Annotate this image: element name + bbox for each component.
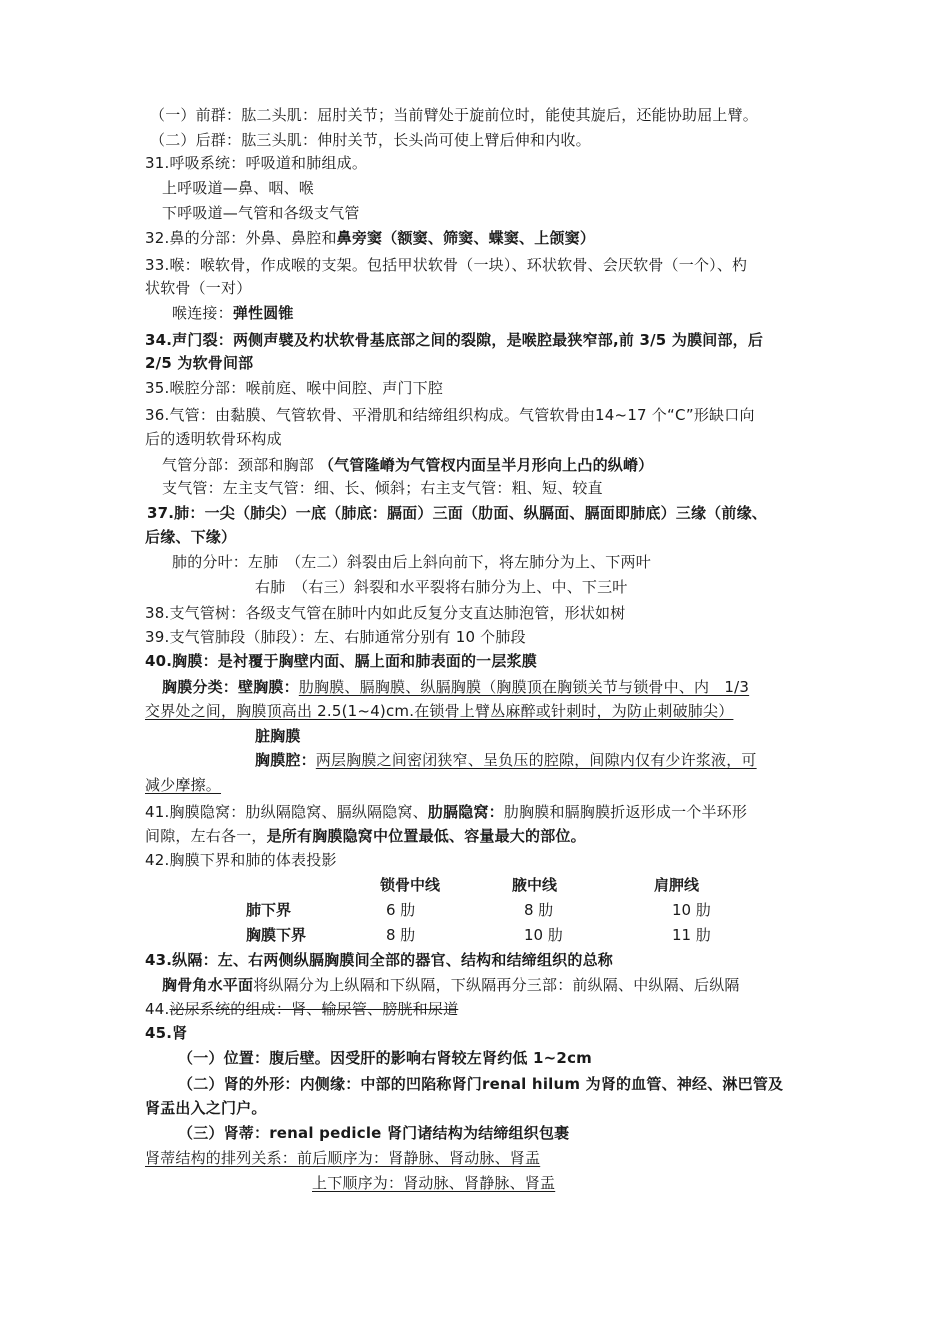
line-44-num: 44.	[145, 1000, 170, 1018]
line-left-lung: 肺的分叶：左肺 （左二）斜裂由后上斜向前下，将左肺分为上、下两叶	[172, 553, 651, 571]
line-35: 35.喉腔分部：喉前庭、喉中间腔、声门下腔	[145, 379, 444, 397]
line-pleura-types	[162, 676, 749, 698]
sternal-angle-value: 将纵隔分为上纵隔和下纵隔，下纵隔再分三部：前纵隔、中纵隔、后纵隔	[253, 976, 740, 994]
table-cell: 10 肋	[672, 901, 711, 919]
line-pedicle-order-si: 上下顺序为：肾动脉、肾静脉、肾盂	[312, 1174, 556, 1192]
table-cell: 10 肋	[524, 926, 563, 944]
line-33-cont: 状软骨（一对）	[145, 279, 252, 297]
table-header-midaxillary: 腋中线	[512, 876, 558, 894]
line-34-cont: 2/5 为软骨间部	[145, 354, 254, 372]
table-cell: 6 肋	[386, 901, 416, 919]
line-31: 31.呼吸系统：呼吸道和肺组成。	[145, 154, 368, 172]
larynx-joint-label: 喉连接：	[172, 304, 233, 322]
line-36: 36.气管：由黏膜、气管软骨、平滑肌和结缔组织构成。气管软骨由14~17 个“C”形缺口向	[145, 406, 755, 424]
pleura-types-value: 肋胸膜、膈胸膜、纵膈胸膜（胸膜顶在胸锁关节与锁骨中、内 1/3	[298, 678, 750, 696]
line-lower-airway: 下呼吸道—气管和各级支气管	[162, 204, 360, 222]
table-row-label: 胸膜下界	[246, 926, 307, 944]
sternal-angle-label: 胸骨角水平面	[162, 976, 254, 994]
line-larynx-joint	[172, 302, 294, 324]
line-42: 42.胸膜下界和肺的体表投影	[145, 851, 337, 869]
line-41	[145, 801, 747, 823]
line-33: 33.喉：喉软骨，作成喉的支架。包括甲状软骨（一块）、环状软骨、会厌软骨（一个）、杓	[145, 256, 748, 274]
line-40: 40.胸膜：是衬覆于胸壁内面、膈上面和肺表面的一层浆膜	[145, 652, 537, 670]
table-cell: 11 肋	[672, 926, 711, 944]
line-41-cont	[145, 825, 586, 847]
table-row-label: 肺下界	[246, 901, 292, 919]
line-kidney-shape: （二）肾的外形：内侧缘：中部的凹陷称肾门renal hilum 为肾的血管、神经、淋巴管及	[178, 1075, 784, 1093]
line-44	[145, 998, 458, 1020]
line-38: 38.支气管树：各级支气管在肺叶内如此反复分支直达肺泡管，形状如树	[145, 604, 626, 622]
table-cell: 8 肋	[386, 926, 416, 944]
line-32	[145, 227, 595, 249]
line-pleural-cavity	[255, 749, 757, 771]
line-kidney-position: （一）位置：腹后壁。因受肝的影响右肾较左肾约低 1~2cm	[178, 1049, 592, 1067]
line-right-lung: 右肺 （右三）斜裂和水平裂将右肺分为上、中、下三叶	[255, 578, 628, 596]
line-anterior-group: （一）前群：肱二头肌：屈肘关节；当前臂处于旋前位时，能使其旋后，还能协助屈上臂。	[150, 106, 759, 124]
line-pleura-cont: 交界处之间，胸膜顶高出 2.5(1~4)cm.在锁骨上臂丛麻醉或针刺时，为防止刺破肺尖）	[145, 702, 734, 720]
line-36-cont: 后的透明软骨环构成	[145, 430, 282, 448]
trachea-parts-a: 气管分部：颈部和胸部	[162, 456, 319, 474]
line-visceral-pleura: 脏胸膜	[255, 727, 301, 745]
line-pleural-cavity-cont: 减少摩擦。	[145, 776, 222, 794]
line-37-cont: 后缘、下缘）	[145, 528, 237, 546]
line-37: 37.肺：一尖（肺尖）一底（肺底：膈面）三面（肋面、纵膈面、膈面即肺底）三缘（前缘、	[147, 504, 767, 522]
line-kidney-shape-cont: 肾盂出入之门户。	[145, 1099, 267, 1117]
line-45: 45.肾	[145, 1024, 188, 1042]
table-header-midclavicular: 锁骨中线	[380, 876, 441, 894]
line-renal-pedicle: （三）肾蒂：renal pedicle 肾门诸结构为结缔组织包裹	[178, 1124, 570, 1142]
pleura-types-label: 胸膜分类：壁胸膜：	[162, 678, 299, 696]
table-cell: 8 肋	[524, 901, 554, 919]
line-43: 43.纵隔：左、右两侧纵膈胸膜间全部的器官、结构和结缔组织的总称	[145, 951, 613, 969]
trachea-parts-b: （气管隆嵴为气管杈内面呈半月形向上凸的纵嵴）	[318, 456, 654, 474]
line-32-a: 32.鼻的分部：外鼻、鼻腔和	[145, 229, 337, 247]
line-41-cont-a: 间隙，左右各一，	[145, 827, 267, 845]
line-trachea-parts	[162, 454, 653, 476]
pleural-cavity-value: 两层胸膜之间密闭狭窄、呈负压的腔隙，间隙内仅有少许浆液，可	[315, 751, 757, 769]
line-41-b: 肋膈隐窝：	[427, 803, 504, 821]
pleural-cavity-label: 胸膜腔：	[255, 751, 316, 769]
line-32-b: 鼻旁窦（额窦、筛窦、蝶窦、上颌窦）	[336, 229, 596, 247]
line-34: 34.声门裂：两侧声襞及杓状软骨基底部之间的裂隙，是喉腔最狭窄部,前 3/5 为膜间部，后	[145, 331, 764, 349]
line-41-c: 肋胸膜和膈胸膜折返形成一个半环形	[503, 803, 748, 821]
line-upper-airway: 上呼吸道—鼻、咽、喉	[162, 179, 315, 197]
line-pedicle-order-ap: 肾蒂结构的排列关系：前后顺序为：肾静脉、肾动脉、肾盂	[145, 1149, 541, 1167]
line-39: 39.支气管肺段（肺段）：左、右肺通常分别有 10 个肺段	[145, 628, 526, 646]
line-41-cont-b: 是所有胸膜隐窝中位置最低、容量最大的部位。	[266, 827, 586, 845]
line-posterior-group: （二）后群：肱三头肌：伸肘关节，长头尚可使上臂后伸和内收。	[150, 131, 591, 149]
table-header-scapular: 肩胛线	[654, 876, 700, 894]
line-bronchi: 支气管：左主支气管：细、长、倾斜；右主支气管：粗、短、较直	[162, 479, 603, 497]
line-sternal-angle	[162, 974, 740, 996]
larynx-joint-value: 弹性圆锥	[232, 304, 294, 322]
line-44-text: 泌尿系统的组成：肾、输尿管、膀胱和尿道	[169, 1000, 459, 1018]
line-41-a: 41.胸膜隐窝：肋纵隔隐窝、膈纵隔隐窝、	[145, 803, 428, 821]
